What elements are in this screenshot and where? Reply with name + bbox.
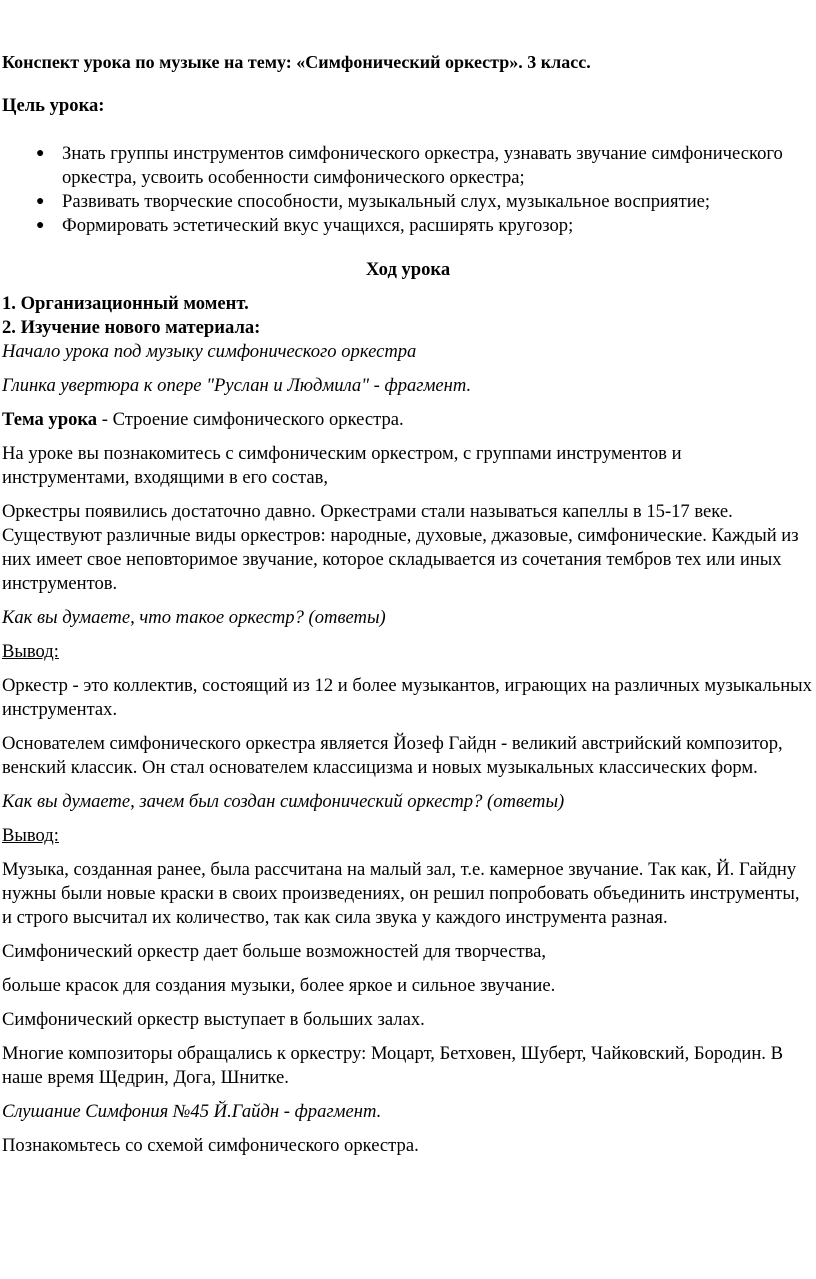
goal-heading: Цель урока: [2, 95, 105, 116]
step-organizational: 1. Организационный момент. [2, 293, 249, 314]
paragraph: Познакомьтесь со схемой симфонического оркестра. [2, 1135, 419, 1156]
paragraph: Оркестр - это коллектив, состоящий из 12 и более музыкантов, играющих на различных музыкальных инструментах. [2, 675, 812, 720]
goal-item [2, 190, 812, 214]
topic-label: Тема урока [2, 409, 98, 430]
lesson-heading: Ход урока [365, 259, 451, 280]
paragraph: Основателем симфонического оркестра является Йозеф Гайдн - великий австрийский композитор, венский классик. Он стал основателем классицизма и новых музыкальных классических форм. [2, 733, 783, 778]
question: Как вы думаете, зачем был создан симфонический оркестр? (ответы) [2, 791, 565, 812]
goal-item [2, 142, 812, 190]
listening-note: Слушание Симфония №45 Й.Гайдн - фрагмент. [2, 1101, 382, 1122]
document-title: Конспект урока по музыке на тему: «Симфонический оркестр». 3 класс. [2, 52, 591, 72]
paragraph: Музыка, созданная ранее, была рассчитана на малый зал, т.е. камерное звучание. Так как, Й. Гайдну нужны были новые краски в своих произведениях, он решил попробовать объединить инструменты, и строго высчитал их количество, так как сила звука у каждого инструмента разная. [2, 859, 800, 928]
paragraph: Симфонический оркестр выступает в больших залах. [2, 1009, 425, 1030]
bullet-icon: ● [36, 218, 45, 233]
goals-list [2, 142, 812, 238]
bullet-icon: ● [36, 146, 45, 161]
conclusion-label: Вывод: [2, 825, 59, 846]
bullet-icon: ● [36, 194, 45, 209]
paragraph: Многие композиторы обращались к оркестру: Моцарт, Бетховен, Шуберт, Чайковский, Бородин. В наше время Щедрин, Дога, Шнитке. [2, 1043, 783, 1088]
goal-text: Развивать творческие способности, музыкальный слух, музыкальное восприятие; [62, 191, 711, 212]
conclusion-label: Вывод: [2, 641, 59, 662]
glinka-note: Глинка увертюра к опере "Руслан и Людмила" - фрагмент. [2, 375, 472, 396]
goal-text: Знать группы инструментов симфонического оркестра, узнавать звучание симфонического оркестра, усвоить особенности симфонического оркестра; [62, 143, 783, 188]
goal-item [2, 214, 812, 238]
paragraph: На уроке вы познакомитесь с симфоническим оркестром, с группами инструментов и инструментами, входящими в его состав, [2, 443, 682, 488]
goal-text: Формировать эстетический вкус учащихся, расширять кругозор; [62, 215, 574, 236]
topic-line [2, 408, 812, 432]
paragraph: Оркестры появились достаточно давно. Оркестрами стали называться капеллы в 15-17 веке. Существуют различные виды оркестров: народные, духовые, джазовые, симфонические. Каждый из них имеет свое неповторимое звучание, которое складывается из сочетания тембров тех или иных инструментов. [2, 501, 799, 594]
topic-text: - Строение симфонического оркестра. [97, 409, 404, 430]
step-new-material: 2. Изучение нового материала: [2, 317, 261, 338]
intro-music-note: Начало урока под музыку симфонического оркестра [2, 341, 417, 362]
question: Как вы думаете, что такое оркестр? (ответы) [2, 607, 386, 628]
paragraph: Симфонический оркестр дает больше возможностей для творчества, [2, 941, 547, 962]
paragraph: больше красок для создания музыки, более яркое и сильное звучание. [2, 975, 556, 996]
